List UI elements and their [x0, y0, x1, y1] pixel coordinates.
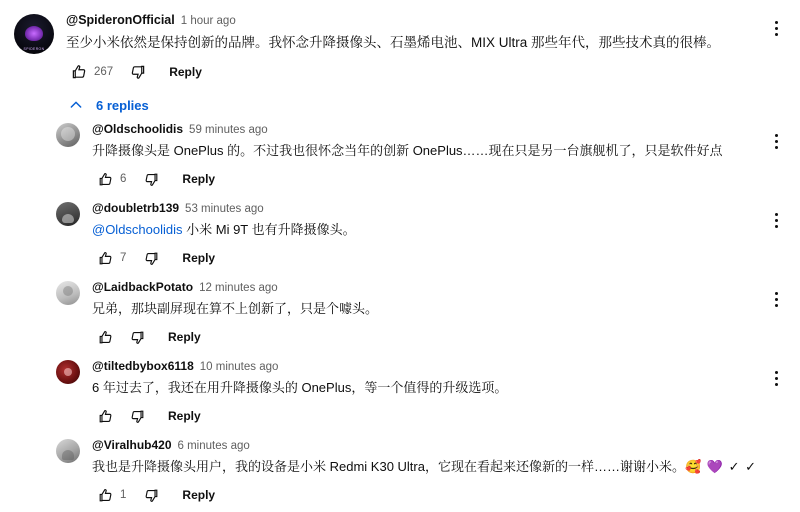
comment-text — [92, 220, 760, 239]
avatar[interactable] — [56, 281, 80, 305]
comment-author[interactable]: @doubletrb139 — [92, 201, 180, 215]
mention-link[interactable]: @Oldschoolidis — [92, 222, 183, 237]
thumbs-up-icon[interactable] — [92, 166, 118, 192]
thumbs-up-icon[interactable] — [92, 324, 118, 350]
reply-comment — [0, 117, 800, 196]
comment-meta — [66, 12, 760, 29]
thumbs-down-icon[interactable] — [138, 245, 164, 271]
comment-emoji: 🥰 💜 ✓ ✓ — [684, 459, 757, 474]
avatar[interactable] — [56, 439, 80, 463]
comment-options-icon[interactable] — [764, 366, 788, 390]
comment-author[interactable]: @LaidbackPotato — [92, 280, 194, 294]
comment-actions — [92, 324, 760, 350]
comment-text: 兄弟，那块副屏现在算不上创新了，只是个噱头。 — [92, 301, 379, 316]
comment-body — [80, 200, 760, 271]
comment-timestamp[interactable]: 12 minutes ago — [199, 282, 278, 294]
comment-author[interactable]: @Oldschoolidis — [92, 122, 184, 136]
comment-options-icon[interactable] — [764, 208, 788, 232]
reply-button[interactable]: Reply — [182, 488, 216, 502]
comment-body — [80, 358, 760, 429]
comment-actions — [92, 245, 760, 271]
thumbs-down-icon[interactable] — [138, 482, 164, 508]
comment-text-rest: 小米 Mi 9T 也有升降摄像头。 — [182, 222, 356, 237]
comment-text: 至少小米依然是保持创新的品牌。我怀念升降摄像头、石墨烯电池、MIX Ultra 那些年代，那些技术真的很棒。 — [66, 35, 721, 50]
comment-body — [80, 279, 760, 350]
comment-body — [80, 437, 760, 508]
comment-text: 6 年过去了，我还在用升降摄像头的 OnePlus，等一个值得的升级选项。 — [92, 380, 508, 395]
like-count: 6 — [120, 173, 127, 185]
thumbs-down-icon[interactable] — [124, 324, 150, 350]
comment-author[interactable]: @SpideronOfficial — [66, 13, 175, 27]
thumbs-down-icon[interactable] — [125, 59, 151, 85]
comment-timestamp[interactable]: 10 minutes ago — [199, 361, 279, 373]
thumbs-down-icon[interactable] — [138, 166, 164, 192]
reply-button[interactable]: Reply — [169, 65, 202, 79]
thumbs-down-icon[interactable] — [124, 403, 150, 429]
thumbs-up-icon[interactable] — [92, 403, 118, 429]
reply-comment — [0, 354, 800, 433]
comment-meta — [92, 437, 760, 454]
like-count: 267 — [94, 66, 114, 78]
comment-options-icon[interactable] — [764, 287, 788, 311]
comment-meta — [92, 358, 760, 375]
comment-meta — [92, 121, 760, 138]
comment-text-main: 我也是升降摄像头用户，我的设备是小米 Redmi K30 Ultra，它现在看起来还像新的一样……谢谢小米。 — [92, 459, 685, 474]
reply-comment — [0, 196, 800, 275]
comment-actions — [92, 403, 760, 429]
thumbs-up-icon[interactable] — [66, 59, 92, 85]
comment-meta — [92, 279, 760, 296]
comment-options-icon[interactable] — [764, 129, 788, 153]
avatar[interactable] — [56, 202, 80, 226]
like-count: 7 — [120, 252, 127, 264]
comment-options-icon[interactable] — [764, 16, 788, 40]
comment-actions — [92, 482, 760, 508]
chevron-up-icon[interactable] — [66, 95, 86, 115]
comment-author[interactable]: @tiltedbybox6118 — [92, 359, 194, 373]
reply-comment — [0, 275, 800, 354]
comment-timestamp[interactable]: 53 minutes ago — [185, 203, 264, 215]
avatar[interactable] — [56, 360, 80, 384]
reply-button[interactable]: Reply — [168, 409, 201, 423]
comment-body — [54, 12, 760, 85]
replies-count-label[interactable]: 6 replies — [96, 97, 149, 113]
comment-body — [80, 121, 760, 192]
top-level-comment — [0, 8, 800, 89]
comment-timestamp[interactable]: 59 minutes ago — [189, 124, 268, 136]
comment-text — [92, 457, 760, 476]
comment-timestamp[interactable]: 1 hour ago — [180, 15, 236, 27]
reply-button[interactable]: Reply — [182, 172, 216, 186]
reply-comment — [0, 433, 800, 512]
avatar[interactable] — [56, 123, 80, 147]
comment-author[interactable]: @Viralhub420 — [92, 438, 172, 452]
comment-meta — [92, 200, 760, 217]
avatar[interactable] — [14, 14, 54, 54]
comment-actions — [66, 59, 760, 85]
comment-timestamp[interactable]: 6 minutes ago — [177, 440, 250, 452]
thumbs-up-icon[interactable] — [92, 482, 118, 508]
reply-button[interactable]: Reply — [182, 251, 216, 265]
replies-toggle[interactable] — [66, 95, 800, 115]
like-count: 1 — [120, 489, 127, 501]
thumbs-up-icon[interactable] — [92, 245, 118, 271]
comment-actions — [92, 166, 760, 192]
comment-text: 升降摄像头是 OnePlus 的。不过我也很怀念当年的创新 OnePlus……现在只是另一台旗舰机了，只是软件好点 — [92, 143, 723, 158]
reply-button[interactable]: Reply — [168, 330, 201, 344]
